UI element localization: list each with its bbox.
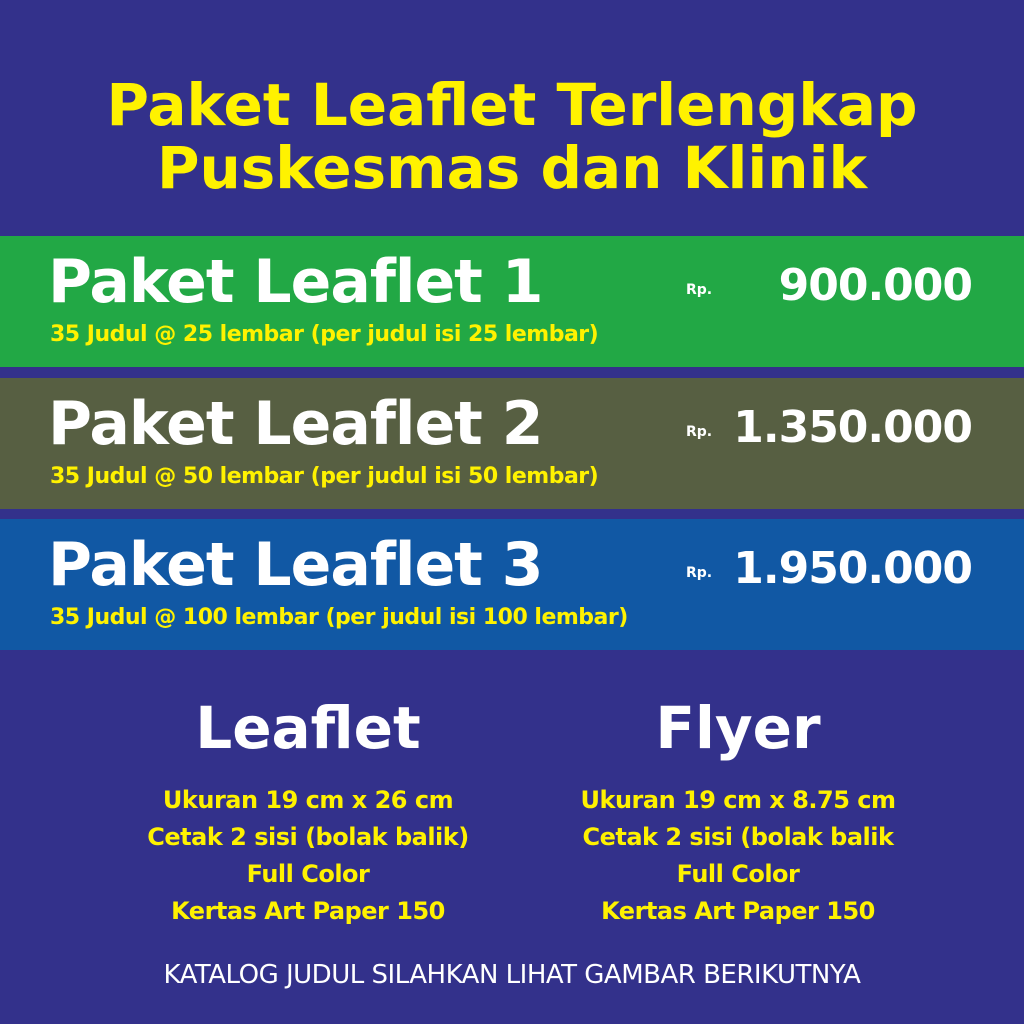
- currency-label: Rp.: [686, 424, 713, 440]
- flyer-specs: [528, 690, 948, 930]
- spec-line: Kertas Art Paper 150: [171, 897, 445, 925]
- spec-line: Full Color: [246, 860, 370, 888]
- package-description: 35 Judul @ 25 lembar (per judul isi 25 lembar): [50, 322, 599, 347]
- leaflet-specs: [98, 690, 518, 930]
- leaflet-heading: Leaflet: [195, 694, 421, 762]
- spec-line: Ukuran 19 cm x 26 cm: [162, 786, 454, 814]
- spec-line: Cetak 2 sisi (bolak balik: [582, 823, 894, 851]
- spec-line: Cetak 2 sisi (bolak balik): [147, 823, 469, 851]
- package-1-band: [0, 236, 1024, 367]
- package-2-band: [0, 378, 1024, 509]
- title-line-1: Paket Leaflet Terlengkap: [106, 71, 918, 139]
- package-description: 35 Judul @ 100 lembar (per judul isi 100 lembar): [50, 605, 628, 630]
- package-price: 900.000: [778, 260, 972, 311]
- package-3-band: [0, 519, 1024, 650]
- currency-label: Rp.: [686, 565, 713, 581]
- title-line-2: Puskesmas dan Klinik: [156, 134, 868, 202]
- package-name: Paket Leaflet 1: [48, 247, 543, 317]
- package-name: Paket Leaflet 3: [48, 530, 543, 600]
- package-price: 1.350.000: [733, 402, 972, 453]
- package-description: 35 Judul @ 50 lembar (per judul isi 50 lembar): [50, 464, 599, 489]
- package-price: 1.950.000: [733, 543, 972, 594]
- spec-line: Kertas Art Paper 150: [601, 897, 875, 925]
- footer-note: KATALOG JUDUL SILAHKAN LIHAT GAMBAR BERIKUTNYA: [163, 960, 861, 990]
- currency-label: Rp.: [686, 282, 713, 298]
- spec-line: Full Color: [676, 860, 800, 888]
- package-name: Paket Leaflet 2: [48, 389, 543, 459]
- flyer-heading: Flyer: [655, 694, 821, 762]
- spec-line: Ukuran 19 cm x 8.75 cm: [580, 786, 896, 814]
